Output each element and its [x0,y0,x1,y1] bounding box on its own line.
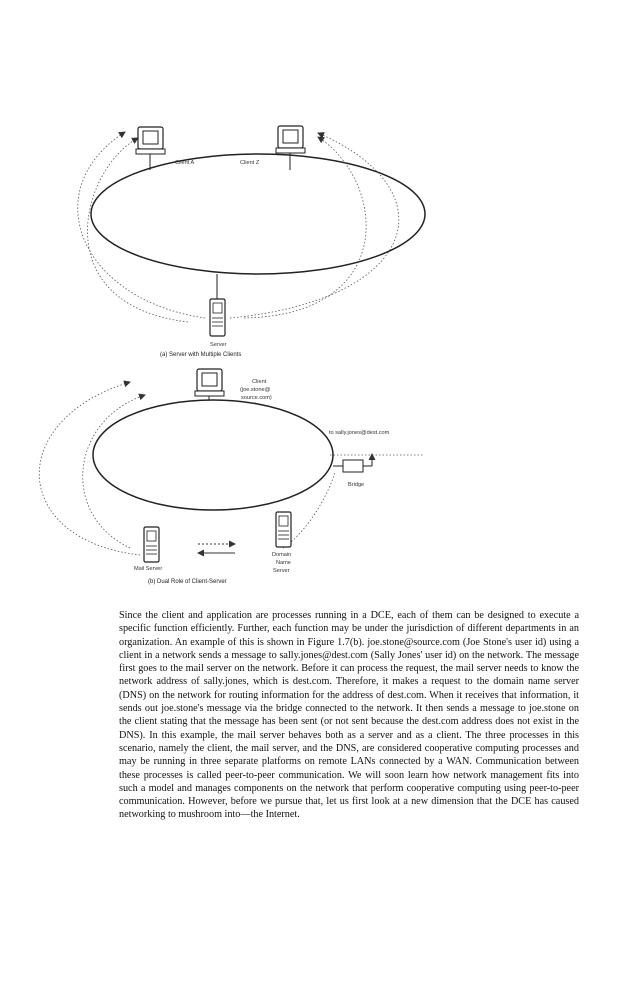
domain-name-server-label [272,552,293,574]
destination-label: to sally.jones@dest.com [329,430,390,436]
network-ring-b [93,400,333,510]
client-label-line3: source.com) [241,395,272,401]
bridge-label: Bridge [348,482,365,488]
client-label-line1: Client [252,379,267,385]
dns-server-tower [276,512,291,547]
client-a-computer [136,127,165,170]
client-a-label: Client A [175,160,195,166]
server-label: Server [210,342,227,348]
exchange-arrows [198,544,235,553]
client-computer-b [195,369,224,400]
client-label-block [240,379,272,401]
server-tower-a [210,274,225,336]
bridge-device [333,454,372,472]
network-ring-a [91,154,425,274]
client-label-line2: (joe.stone@ [240,387,271,393]
dns-label-line1: Domain [272,552,292,558]
dotted-arcs-a [78,132,399,322]
dns-label-line2: Name [276,560,291,566]
figure-a [78,126,425,358]
dns-label-line3: Server [273,568,290,574]
body-paragraph: Since the client and application are processes running in a DCE, each of them can be designed to execute a specific function efficiently. Further, each function may be under the jurisdiction of different departments in an organization. An example of this is shown in Figure 1.7(b). joe.stone@source.com (Joe Stone's user id) using a client in a network sends a message to sally.jones@dest.com (Sally Jones' user id) on the network. The message first goes to the mail server on the network. Before it can process the request, the mail server needs to know the network address of sally.jones, which is dest.com. Therefore, it makes a request to the domain name server (DNS) on the network for routing information for the address of dest.com. When it receives that information, it sends out joe.stone's message via the bridge connected to the network. It then sends a message to joe.stone on the client stating that the message has been sent (or not sent because the dest.com address does not exist in the DNS). In this example, the mail server behaves both as a server and as a client. The three processes in this scenario, namely the client, the mail server, and the DNS, are considered cooperative computing processes and may be running in three separate platforms on remote LANs connected by a WAN. Communication between these processes is called peer-to-peer communication. We will soon learn how network management fits into such a model and manages components on the network that perform cooperative computing using peer-to-peer communication. However, before we pursue that, let us first look at a new dimension that the DCE has caused networking to mushroom into—the Internet. [119,610,579,821]
figure-b [39,369,423,585]
figure-a-caption: (a) Server with Multiple Clients [160,352,242,358]
client-z-computer [276,126,305,170]
mail-server-tower [144,527,159,562]
figure-b-caption: (b) Dual Role of Client-Server [148,579,227,585]
client-z-label: Client Z [240,160,260,166]
mail-server-label: Mail Server [134,566,163,572]
